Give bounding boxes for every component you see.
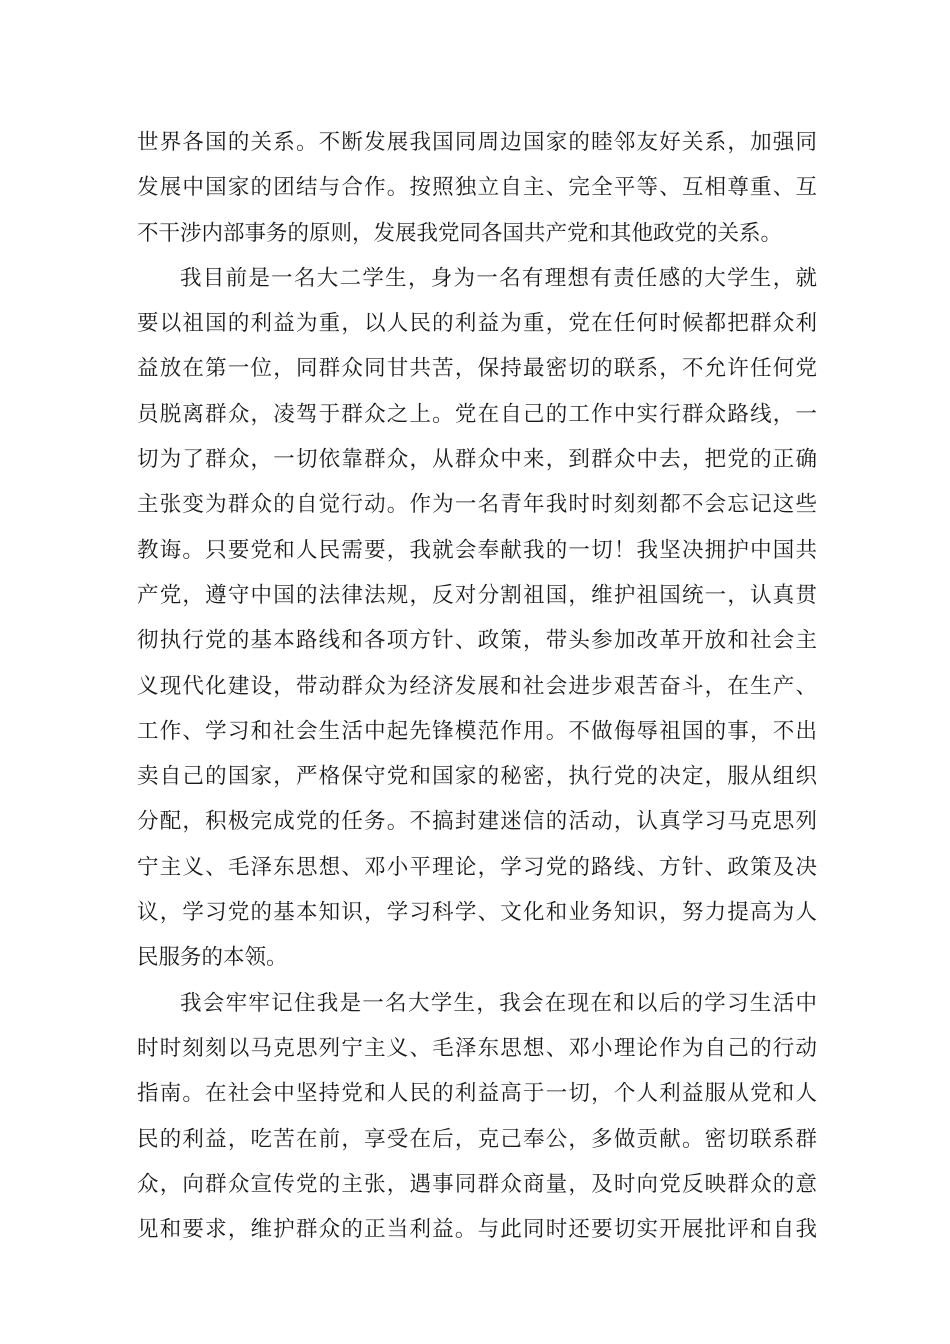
text-line: 分配，积极完成党的任务。不搞封建迷信的活动，认真学习马克思列 [137, 809, 817, 835]
text-line: 众，向群众宣传党的主张，遇事同群众商量，及时向党反映群众的意 [137, 1171, 817, 1197]
text-line: 议，学习党的基本知识，学习科学、文化和业务知识，努力提高为人 [137, 900, 817, 926]
text-line: 彻执行党的基本路线和各项方针、政策，带头参加改革开放和社会主 [137, 628, 817, 654]
document-body [137, 120, 817, 1252]
text-line: 我会牢牢记住我是一名大学生，我会在现在和以后的学习生活中 [180, 990, 817, 1016]
text-line: 发展中国家的团结与合作。按照独立自主、完全平等、互相尊重、互 [137, 175, 817, 201]
text-line: 教诲。只要党和人民需要，我就会奉献我的一切！我坚决拥护中国共 [137, 537, 817, 563]
text-line: 要以祖国的利益为重，以人民的利益为重，党在任何时候都把群众利 [137, 311, 817, 337]
text-line: 民的利益，吃苦在前，享受在后，克己奉公，多做贡献。密切联系群 [137, 1126, 817, 1152]
text-line: 宁主义、毛泽东思想、邓小平理论，学习党的路线、方针、政策及决 [137, 854, 817, 880]
text-line: 卖自己的国家，严格保守党和国家的秘密，执行党的决定，服从组织 [137, 764, 817, 790]
text-line: 主张变为群众的自觉行动。作为一名青年我时时刻刻都不会忘记这些 [137, 492, 817, 518]
text-line: 工作、学习和社会生活中起先锋模范作用。不做侮辱祖国的事，不出 [137, 718, 817, 744]
text-line: 我目前是一名大二学生，身为一名有理想有责任感的大学生，就 [180, 265, 817, 291]
text-line: 世界各国的关系。不断发展我国同周边国家的睦邻友好关系，加强同 [137, 130, 817, 155]
text-line: 时时刻刻以马克思列宁主义、毛泽东思想、邓小理论作为自己的行动 [137, 1035, 817, 1061]
text-line: 益放在第一位，同群众同甘共苦，保持最密切的联系，不允许任何党 [137, 356, 817, 382]
text-line: 切为了群众，一切依靠群众，从群众中来，到群众中去，把党的正确 [137, 447, 817, 473]
text-line: 员脱离群众，凌驾于群众之上。党在自己的工作中实行群众路线，一 [137, 401, 817, 427]
text-line: 指南。在社会中坚持党和人民的利益高于一切，个人利益服从党和人 [137, 1081, 817, 1107]
text-line: 见和要求，维护群众的正当利益。与此同时还要切实开展批评和自我 [137, 1217, 817, 1243]
text-line: 民服务的本领。 [137, 945, 288, 971]
text-line: 不干涉内部事务的原则，发展我党同各国共产党和其他政党的关系。 [137, 220, 783, 246]
text-line: 义现代化建设，带动群众为经济发展和社会进步艰苦奋斗，在生产、 [137, 673, 817, 699]
text-line: 产党，遵守中国的法律法规，反对分割祖国，维护祖国统一，认真贯 [137, 582, 817, 608]
